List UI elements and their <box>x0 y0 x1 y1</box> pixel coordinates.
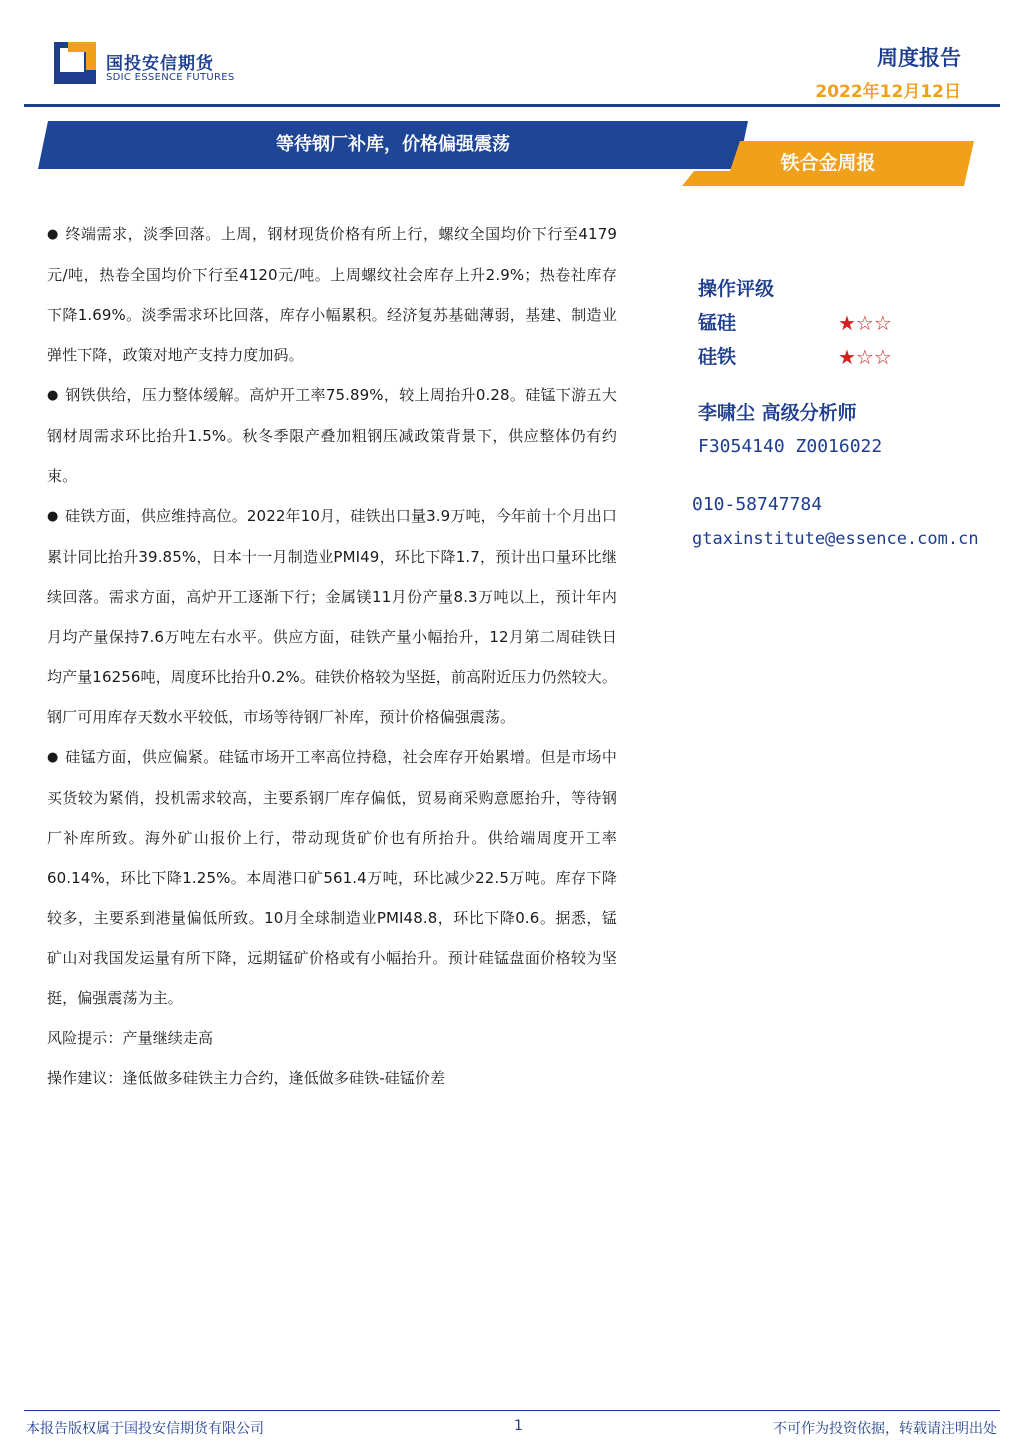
footer-divider <box>24 1410 1000 1411</box>
footer-copyright: 本报告版权属于国投安信期货有限公司 <box>26 1421 264 1437</box>
report-type: 周度报告 <box>877 46 961 70</box>
paragraph-ferrosilicon <box>47 496 617 737</box>
star-rating-icon: ★☆☆ <box>838 345 892 369</box>
paragraph-demand <box>47 214 617 375</box>
bullet-icon: ● <box>47 509 59 524</box>
paragraph-steel-supply <box>47 375 617 496</box>
sidebar <box>692 272 1018 556</box>
company-name-en: SDIC ESSENCE FUTURES <box>106 72 235 83</box>
analyst-license-ids: F3054140 Z0016022 <box>698 436 883 457</box>
contact-phone: 010-58747784 <box>692 494 823 515</box>
rating-name: 硅铁 <box>698 346 737 368</box>
bullet-icon: ● <box>47 227 59 242</box>
report-title: 等待钢厂补库，价格偏强震荡 <box>276 134 510 155</box>
paragraph-silicomanganese <box>47 737 617 1018</box>
report-category: 铁合金周报 <box>780 152 876 174</box>
category-banner <box>682 141 974 186</box>
report-body <box>47 214 617 1098</box>
rating-row-silicomanganese <box>698 306 1018 340</box>
title-banner <box>38 121 748 169</box>
rating-title: 操作评级 <box>698 278 775 300</box>
header-divider <box>24 104 1000 107</box>
company-logo-icon <box>54 42 96 84</box>
paragraph-text: 钢铁供给，压力整体缓解。高炉开工率75.89%，较上周抬升0.28。硅锰下游五大钢材周需求环比抬升1.5%。秋冬季限产叠加粗钢压减政策背景下，供应整体仍有约束。 <box>47 386 617 485</box>
page-number: 1 <box>514 1418 523 1434</box>
rating-name: 锰硅 <box>698 312 737 334</box>
company-name-cn: 国投安信期货 <box>106 54 214 74</box>
operation-advice: 操作建议：逢低做多硅铁主力合约，逢低做多硅铁-硅锰价差 <box>47 1069 446 1087</box>
risk-note: 风险提示：产量继续走高 <box>47 1029 214 1047</box>
analyst-name: 李啸尘 高级分析师 <box>698 402 857 424</box>
contact-email[interactable]: gtaxinstitute@essence.com.cn <box>692 529 979 549</box>
paragraph-text: 硅铁方面，供应维持高位。2022年10月，硅铁出口量3.9万吨，今年前十个月出口累计同比抬升39.85%，日本十一月制造业PMI49，环比下降1.7，预计出口量环比继续回落。需求方面，高炉开工逐渐下行；金属镁11月份产量8.3万吨以上，预计年内月均产量保持7.6万吨左右水平。供应方面，硅铁产量小幅抬升，12月第二周硅铁日均产量16256吨，周度环比抬升0.2%。硅铁价格较为坚挺，前高附近压力仍然较大。钢厂可用库存天数水平较低，市场等待钢厂补库，预计价格偏强震荡。 <box>47 507 617 726</box>
report-date: 2022年12月12日 <box>815 82 961 102</box>
rating-row-ferrosilicon <box>698 340 1018 374</box>
paragraph-text: 终端需求，淡季回落。上周，钢材现货价格有所上行，螺纹全国均价下行至4179元/吨，热卷全国均价下行至4120元/吨。上周螺纹社会库存上升2.9%；热卷社库存下降1.69%。淡季需求环比回落，库存小幅累积。经济复苏基础薄弱，基建、制造业弹性下降，政策对地产支持力度加码。 <box>47 225 617 364</box>
star-rating-icon: ★☆☆ <box>838 311 892 335</box>
bullet-icon: ● <box>47 388 59 403</box>
paragraph-text: 硅锰方面，供应偏紧。硅锰市场开工率高位持稳，社会库存开始累增。但是市场中买货较为紧俏，投机需求较高，主要系钢厂库存偏低，贸易商采购意愿抬升，等待钢厂补库所致。海外矿山报价上行，带动现货矿价也有所抬升。供给端周度开工率60.14%，环比下降1.25%。本周港口矿561.4万吨，环比减少22.5万吨。库存下降较多，主要系到港量偏低所致。10月全球制造业PMI48.8，环比下降0.6。据悉，锰矿山对我国发运量有所下降，远期锰矿价格或有小幅抬升。预计硅锰盘面价格较为坚挺，偏强震荡为主。 <box>47 748 617 1007</box>
footer-disclaimer: 不可作为投资依据，转载请注明出处 <box>773 1421 997 1437</box>
bullet-icon: ● <box>47 750 59 765</box>
